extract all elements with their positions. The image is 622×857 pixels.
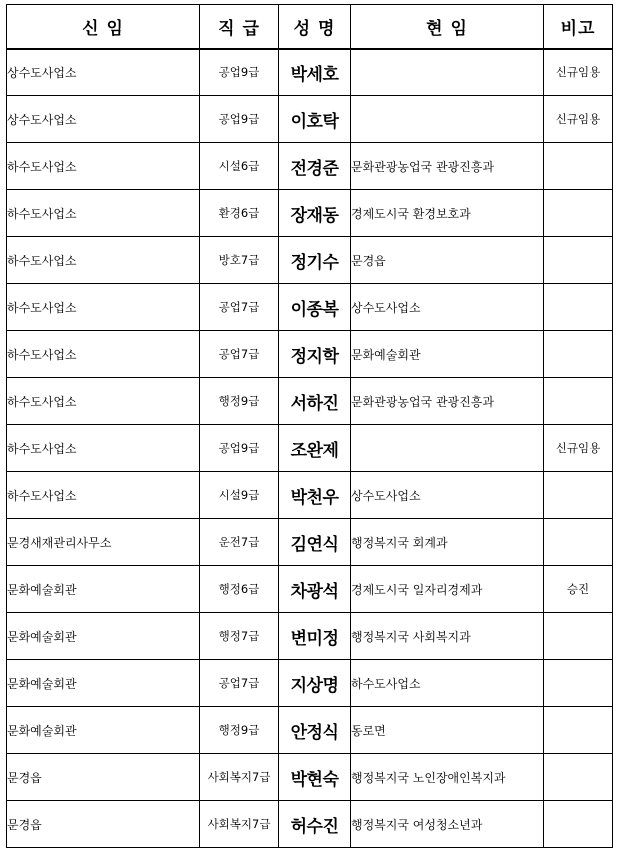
- current-position-cell: 행정복지국 노인장애인복지과: [351, 754, 544, 801]
- grade-cell: 행정9급: [200, 378, 279, 425]
- grade-cell: 환경6급: [200, 190, 279, 237]
- table-row: [7, 331, 613, 378]
- current-position-cell: 경제도시국 환경보호과: [351, 190, 544, 237]
- note-cell: [544, 472, 613, 519]
- table-body: [7, 49, 613, 848]
- table-row: [7, 566, 613, 613]
- header-row: [7, 5, 613, 49]
- table-row: [7, 519, 613, 566]
- name-cell: 조완제: [279, 425, 351, 472]
- new-position-cell: 하수도사업소: [7, 237, 200, 284]
- note-cell: [544, 754, 613, 801]
- name-cell: 박천우: [279, 472, 351, 519]
- note-cell: [544, 331, 613, 378]
- note-cell: 신규임용: [544, 96, 613, 143]
- current-position-cell: 상수도사업소: [351, 284, 544, 331]
- note-cell: 신규임용: [544, 49, 613, 96]
- note-cell: [544, 707, 613, 754]
- current-position-cell: 동로면: [351, 707, 544, 754]
- note-cell: [544, 801, 613, 848]
- new-position-cell: 문화예술회관: [7, 707, 200, 754]
- grade-cell: 공업7급: [200, 660, 279, 707]
- current-position-cell: 행정복지국 사회복지과: [351, 613, 544, 660]
- table-row: [7, 613, 613, 660]
- table-row: [7, 143, 613, 190]
- current-position-cell: 문화관광농업국 관광진흥과: [351, 143, 544, 190]
- table-row: [7, 284, 613, 331]
- note-cell: [544, 237, 613, 284]
- new-position-cell: 하수도사업소: [7, 190, 200, 237]
- table-row: [7, 425, 613, 472]
- grade-cell: 행정7급: [200, 613, 279, 660]
- grade-cell: 행정6급: [200, 566, 279, 613]
- header-grade: 직 급: [200, 5, 279, 49]
- header-note: 비고: [544, 5, 613, 49]
- grade-cell: 방호7급: [200, 237, 279, 284]
- new-position-cell: 하수도사업소: [7, 378, 200, 425]
- table-row: [7, 237, 613, 284]
- name-cell: 박세호: [279, 49, 351, 96]
- new-position-cell: 문경읍: [7, 754, 200, 801]
- table-row: [7, 472, 613, 519]
- new-position-cell: 문화예술회관: [7, 566, 200, 613]
- name-cell: 안정식: [279, 707, 351, 754]
- note-cell: [544, 378, 613, 425]
- new-position-cell: 하수도사업소: [7, 425, 200, 472]
- grade-cell: 행정9급: [200, 707, 279, 754]
- table-row: [7, 96, 613, 143]
- table-row: [7, 660, 613, 707]
- new-position-cell: 상수도사업소: [7, 96, 200, 143]
- name-cell: 전경준: [279, 143, 351, 190]
- grade-cell: 공업7급: [200, 331, 279, 378]
- new-position-cell: 문화예술회관: [7, 613, 200, 660]
- new-position-cell: 하수도사업소: [7, 472, 200, 519]
- name-cell: 변미정: [279, 613, 351, 660]
- table-row: [7, 49, 613, 96]
- header-new-position: 신 임: [7, 5, 200, 49]
- note-cell: [544, 519, 613, 566]
- grade-cell: 시설6급: [200, 143, 279, 190]
- current-position-cell: [351, 96, 544, 143]
- new-position-cell: 문화예술회관: [7, 660, 200, 707]
- name-cell: 정지학: [279, 331, 351, 378]
- note-cell: [544, 190, 613, 237]
- note-cell: [544, 284, 613, 331]
- table-row: [7, 707, 613, 754]
- table-row: [7, 801, 613, 848]
- name-cell: 이호탁: [279, 96, 351, 143]
- grade-cell: 사회복지7급: [200, 801, 279, 848]
- note-cell: [544, 143, 613, 190]
- grade-cell: 공업9급: [200, 425, 279, 472]
- note-cell: 승진: [544, 566, 613, 613]
- note-cell: 신규임용: [544, 425, 613, 472]
- current-position-cell: 행정복지국 여성청소년과: [351, 801, 544, 848]
- note-cell: [544, 660, 613, 707]
- current-position-cell: 상수도사업소: [351, 472, 544, 519]
- name-cell: 지상명: [279, 660, 351, 707]
- new-position-cell: 상수도사업소: [7, 49, 200, 96]
- grade-cell: 시설9급: [200, 472, 279, 519]
- current-position-cell: 행정복지국 회계과: [351, 519, 544, 566]
- header-name: 성 명: [279, 5, 351, 49]
- name-cell: 김연식: [279, 519, 351, 566]
- current-position-cell: 문화관광농업국 관광진흥과: [351, 378, 544, 425]
- new-position-cell: 문경읍: [7, 801, 200, 848]
- personnel-table: [6, 4, 613, 848]
- current-position-cell: 문경읍: [351, 237, 544, 284]
- name-cell: 장재동: [279, 190, 351, 237]
- name-cell: 박현숙: [279, 754, 351, 801]
- grade-cell: 운전7급: [200, 519, 279, 566]
- grade-cell: 공업9급: [200, 49, 279, 96]
- current-position-cell: 문화예술회관: [351, 331, 544, 378]
- table-row: [7, 754, 613, 801]
- current-position-cell: 하수도사업소: [351, 660, 544, 707]
- grade-cell: 사회복지7급: [200, 754, 279, 801]
- current-position-cell: [351, 49, 544, 96]
- name-cell: 허수진: [279, 801, 351, 848]
- name-cell: 서하진: [279, 378, 351, 425]
- header-current-position: 현 임: [351, 5, 544, 49]
- table-row: [7, 190, 613, 237]
- current-position-cell: [351, 425, 544, 472]
- grade-cell: 공업9급: [200, 96, 279, 143]
- name-cell: 차광석: [279, 566, 351, 613]
- note-cell: [544, 613, 613, 660]
- new-position-cell: 하수도사업소: [7, 331, 200, 378]
- new-position-cell: 문경새재관리사무소: [7, 519, 200, 566]
- table-row: [7, 378, 613, 425]
- current-position-cell: 경제도시국 일자리경제과: [351, 566, 544, 613]
- grade-cell: 공업7급: [200, 284, 279, 331]
- new-position-cell: 하수도사업소: [7, 284, 200, 331]
- name-cell: 정기수: [279, 237, 351, 284]
- new-position-cell: 하수도사업소: [7, 143, 200, 190]
- name-cell: 이종복: [279, 284, 351, 331]
